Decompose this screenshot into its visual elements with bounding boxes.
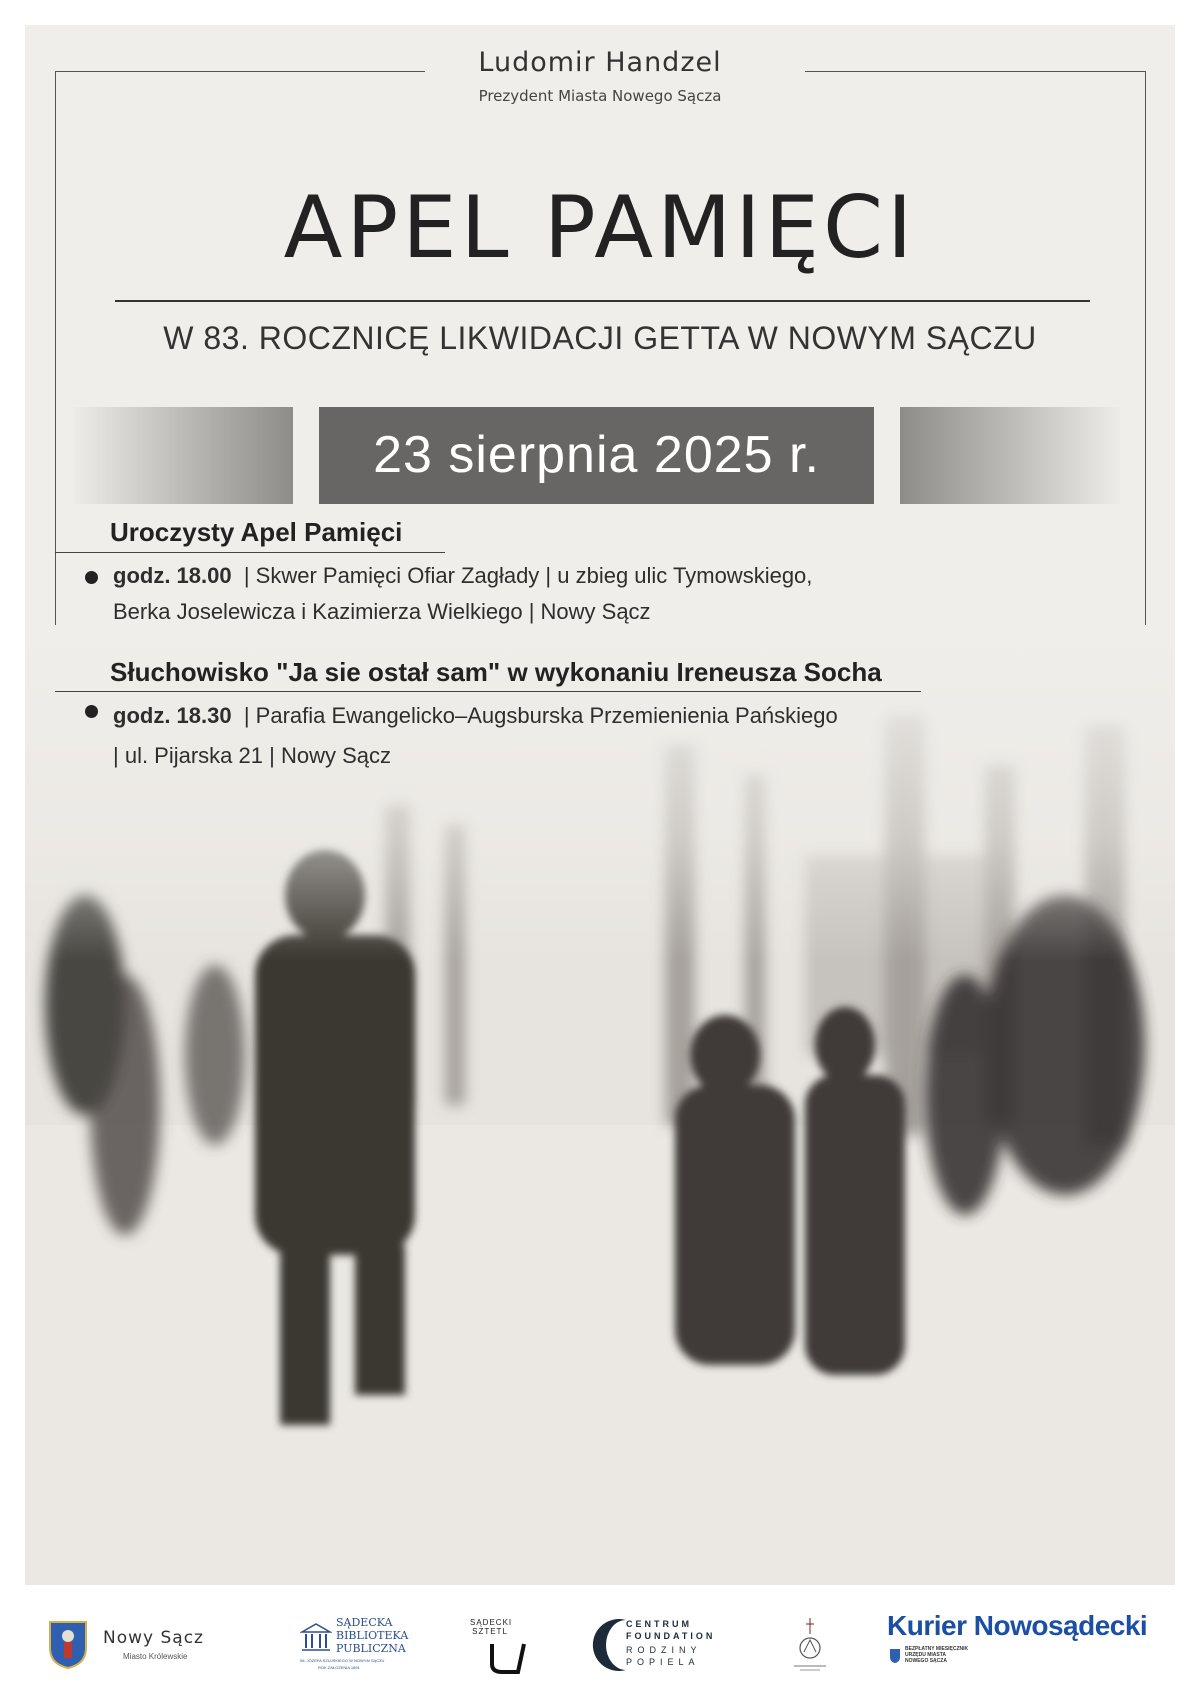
kurier-crest-icon [889, 1648, 901, 1664]
logo-nowy-sacz-name: Nowy Sącz [103, 1628, 204, 1648]
event-time: godz. 18.30 [113, 703, 232, 728]
event-title: Uroczysty Apel Pamięci [110, 517, 403, 547]
logo-centrum-line: FOUNDATION [626, 1631, 716, 1641]
bullet-icon [85, 571, 98, 584]
date-gradient-bar-left [73, 407, 293, 504]
logo-kurier-sub: BEZPŁATNY MIESIĘCZNIK [905, 1646, 969, 1652]
emblem-icon [780, 1614, 840, 1674]
logo-kurier-sub: NOWEGO SĄCZA [905, 1658, 947, 1664]
logo-emblem [780, 1614, 840, 1680]
sponsor-logos [0, 1600, 1201, 1700]
historical-photo [25, 625, 1175, 1585]
event-details-line: Berka Joselewicza i Kazimierza Wielkiego | Nowy Sącz [113, 599, 651, 624]
poster [25, 25, 1175, 1585]
logo-centrum-line: POPIELA [626, 1657, 700, 1667]
event-details-line [113, 563, 812, 589]
page-subtitle: W 83. ROCZNICĘ LIKWIDACJI GETTA W NOWYM SĄCZU [163, 320, 1037, 356]
centrum-crescent-icon [592, 1618, 628, 1672]
logo-biblioteka-line: SĄDECKA [336, 1616, 393, 1629]
event-location: | Parafia Ewangelicko–Augsburska Przemienienia Pańskiego [243, 703, 838, 728]
logo-sztetl-text: SĄDECKI SZTETL [470, 1618, 513, 1636]
library-building-icon [300, 1622, 332, 1652]
logo-biblioteka [300, 1612, 420, 1682]
event-details-line [113, 703, 838, 729]
logo-centrum-line: CENTRUM [626, 1619, 692, 1629]
sztetl-mark-icon [488, 1640, 528, 1674]
logo-kurier-title: Kurier Nowosądecki [887, 1610, 1148, 1641]
author-name: Ludomir Handzel [478, 47, 722, 78]
logo-biblioteka-line: BIBLIOTEKA [336, 1629, 409, 1642]
logo-biblioteka-line: PUBLICZNA [336, 1642, 406, 1655]
logo-sztetl [470, 1614, 540, 1680]
logo-biblioteka-small: IM. JÓZEFA SZUJSKIEGO W NOWYM SĄCZU [300, 1658, 385, 1663]
logo-kurier-nowosadecki [887, 1610, 1157, 1680]
date-box: 23 sierpnia 2025 r. [319, 407, 874, 504]
logo-centrum-foundation [592, 1612, 752, 1682]
logo-nowy-sacz-sub: Miasto Królewskie [123, 1652, 188, 1661]
bullet-icon [85, 705, 98, 718]
city-crest-icon [48, 1618, 88, 1670]
event-time: godz. 18.00 [113, 563, 232, 588]
event-title: Słuchowisko "Ja sie ostał sam" w wykonaniu Ireneusza Socha [110, 657, 882, 687]
event-title-rule [55, 691, 921, 692]
title-divider [115, 300, 1090, 302]
event-details-line: | ul. Pijarska 21 | Nowy Sącz [113, 743, 391, 768]
date-gradient-bar-right [900, 407, 1120, 504]
author-role: Prezydent Miasta Nowego Sącza [478, 87, 722, 105]
logo-centrum-line: RODZINY [626, 1645, 702, 1655]
event-title-rule [55, 552, 445, 553]
page-title: APEL PAMIĘCI [283, 178, 917, 278]
logo-kurier-sub: URZĘDU MIASTA [905, 1652, 947, 1658]
event-location: | Skwer Pamięci Ofiar Zagłady | u zbieg ulic Tymowskiego, [243, 563, 813, 588]
logo-nowy-sacz [48, 1618, 238, 1678]
logo-biblioteka-small: ROK ZAŁOŻENIA 1891 [318, 1665, 360, 1670]
